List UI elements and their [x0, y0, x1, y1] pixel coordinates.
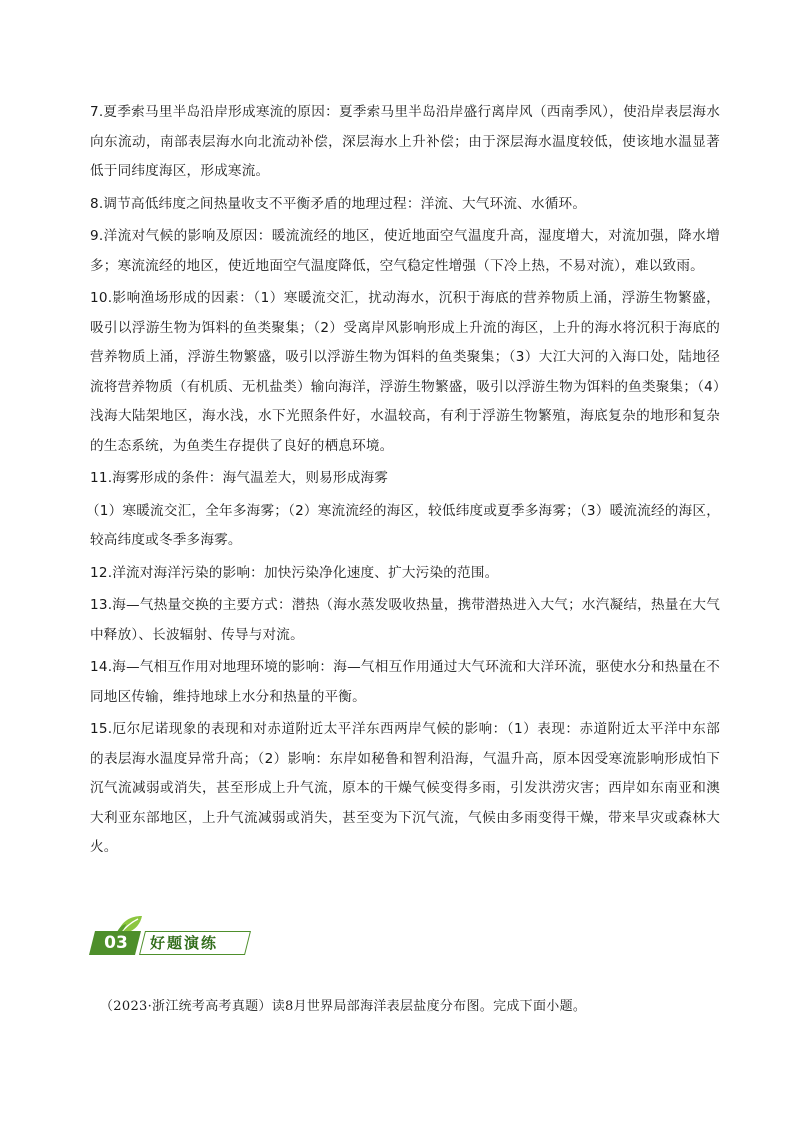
section-header	[92, 914, 252, 958]
paragraph-11-detail: （1）寒暖流交汇，全年多海雾；（2）寒流流经的海区，较低纬度或夏季多海雾；（3）暖流流经的海区，较高纬度或冬季多海雾。	[86, 502, 720, 548]
question-prompt: （2023·浙江统考高考真题）读8月世界局部海洋表层盐度分布图。完成下面小题。	[100, 999, 587, 1014]
section-number: 03	[104, 933, 128, 953]
paragraph-9: 9.洋流对气候的影响及原因：暖流流经的地区，使近地面空气温度升高，湿度增大，对流加强，降水增多；寒流流经的地区，使近地面空气温度降低，空气稳定性增强（下冷上热，不易对流），难以致雨。	[90, 228, 720, 274]
knowledge-points	[86, 98, 720, 866]
paragraph-8: 8.调节高低纬度之间热量收支不平衡矛盾的地理过程：洋流、大气环流、水循环。	[90, 195, 587, 212]
paragraph-10: 10.影响渔场形成的因素：（1）寒暖流交汇，扰动海水，沉积于海底的营养物质上涌，浮游生物繁盛，吸引以浮游生物为饵料的鱼类聚集；（2）受离岸风影响形成上升流的海区，上升的海水将沉积于海底的营养物质上涌，浮游生物繁盛，吸引以浮游生物为饵料的鱼类聚集；（3）大江大河的入海口处，陆地径流将营养物质（有机质、无机盐类）输向海洋，浮游生物繁盛，吸引以浮游生物为饵料的鱼类聚集；（4）浅海大陆架地区，海水浅，水下光照条件好，水温较高，有利于浮游生物繁殖，海底复杂的地形和复杂的生态系统，为鱼类生存提供了良好的栖息环境。	[90, 290, 720, 454]
paragraph-7: 7.夏季索马里半岛沿岸形成寒流的原因：夏季索马里半岛沿岸盛行离岸风（西南季风），使沿岸表层海水向东流动，南部表层海水向北流动补偿，深层海水上升补偿；由于深层海水温度较低，使该地水温显著低于同纬度海区，形成寒流。	[90, 104, 720, 179]
paragraph-14: 14.海—气相互作用对地理环境的影响：海—气相互作用通过大气环流和大洋环流，驱使水分和热量在不同地区传输，维持地球上水分和热量的平衡。	[90, 659, 720, 705]
paragraph-12: 12.洋流对海洋污染的影响：加快污染净化速度、扩大污染的范围。	[90, 564, 499, 581]
paragraph-13: 13.海—气热量交换的主要方式：潜热（海水蒸发吸收热量，携带潜热进入大气；水汽凝结，热量在大气中释放）、长波辐射、传导与对流。	[90, 597, 720, 643]
paragraph-11: 11.海雾形成的条件：海气温差大，则易形成海雾	[90, 470, 389, 486]
paragraph-15: 15.厄尔尼诺现象的表现和对赤道附近太平洋东西两岸气候的影响：（1）表现：赤道附近太平洋中东部的表层海水温度异常升高；（2）影响：东岸如秘鲁和智利沿海，气温升高，原本因受寒流影响形成怕下沉气流减弱或消失，甚至形成上升气流，原本的干燥气候变得多雨，引发洪涝灾害；西岸如东南亚和澳大利亚东部地区，上升气流减弱或消失，甚至变为下沉气流，气候由多雨变得干燥，带来旱灾或森林大火。	[90, 721, 720, 855]
section-title: 好题演练	[150, 934, 219, 952]
